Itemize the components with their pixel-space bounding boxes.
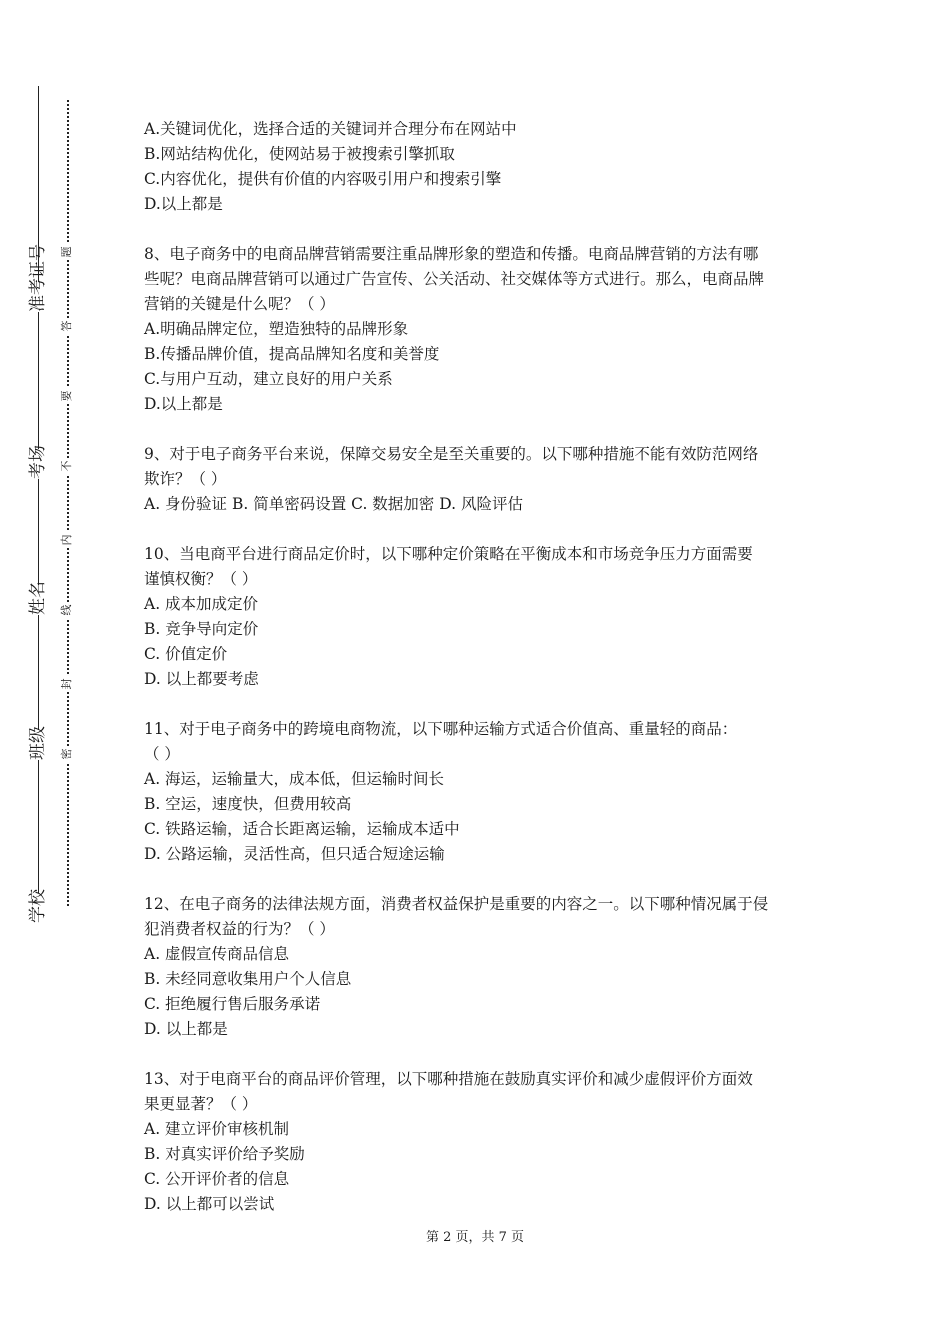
- option: D. 以上都是: [144, 1020, 228, 1038]
- question-stem-line: 13、对于电商平台的商品评价管理，以下哪种措施在鼓励真实评价和减少虚假评价方面效: [144, 1070, 753, 1088]
- school-label: 学校: [23, 893, 53, 923]
- question-stem-line: 9、对于电子商务平台来说，保障交易安全是至关重要的。以下哪种措施不能有效防范网络: [144, 445, 759, 463]
- question-8: [144, 242, 814, 417]
- question-stem-line: 营销的关键是什么呢？（ ）: [144, 295, 335, 313]
- question-11: [144, 717, 814, 867]
- option: B. 未经同意收集用户个人信息: [144, 970, 352, 988]
- question-10: [144, 542, 814, 692]
- option: A.关键词优化，选择合适的关键词并合理分布在网站中: [144, 120, 517, 138]
- question-12: [144, 892, 814, 1042]
- question-stem-line: 果更显著？（ ）: [144, 1095, 258, 1113]
- option: B. 竞争导向定价: [144, 620, 259, 638]
- option: A.明确品牌定位，塑造独特的品牌形象: [144, 320, 409, 338]
- question-stem-line: 谨慎权衡？（ ）: [144, 570, 258, 588]
- page-number: 第 2 页，共 7 页: [425, 1230, 525, 1245]
- question-stem-line: 12、在电子商务的法律法规方面，消费者权益保护是重要的内容之一。以下哪种情况属于侵: [144, 895, 769, 913]
- class-label: 班级: [23, 730, 53, 760]
- question-stem-line: 8、电子商务中的电商品牌营销需要注重品牌形象的塑造和传播。电商品牌营销的方法有哪: [144, 245, 759, 263]
- question-stem-line: 11、对于电子商务中的跨境电商物流，以下哪种运输方式适合价值高、重量轻的商品：: [144, 720, 738, 738]
- question-stem-line: 欺诈？（ ）: [144, 470, 227, 488]
- option: A. 成本加成定价: [144, 595, 259, 613]
- seal-dotted-line: [67, 100, 69, 906]
- seal-char: 封: [59, 676, 75, 692]
- seal-char: 不: [59, 458, 75, 474]
- option: B. 空运，速度快，但费用较高: [144, 795, 352, 813]
- option: D.以上都是: [144, 395, 223, 413]
- seal-char: 题: [59, 244, 75, 260]
- option: A. 海运，运输量大，成本低，但运输时间长: [144, 770, 445, 788]
- seal-char: 答: [59, 318, 75, 334]
- question-7-continued: [144, 117, 814, 217]
- option: C.内容优化，提供有价值的内容吸引用户和搜索引擎: [144, 170, 502, 188]
- seal-char: 密: [59, 746, 75, 762]
- question-13: [144, 1067, 814, 1217]
- name-label: 姓名: [23, 585, 53, 615]
- seal-char: 内: [59, 532, 75, 548]
- option: A. 虚假宣传商品信息: [144, 945, 290, 963]
- question-9: [144, 442, 814, 517]
- option: C. 公开评价者的信息: [144, 1170, 290, 1188]
- option: C. 铁路运输，适合长距离运输，运输成本适中: [144, 820, 460, 838]
- question-stem-line: 些呢？电商品牌营销可以通过广告宣传、公关活动、社交媒体等方式进行。那么，电商品牌: [144, 270, 765, 288]
- option: B. 对真实评价给予奖励: [144, 1145, 305, 1163]
- option: A. 身份验证 B. 简单密码设置 C. 数据加密 D. 风险评估: [144, 495, 523, 513]
- option: C.与用户互动，建立良好的用户关系: [144, 370, 393, 388]
- exam-id-label: 准考证号: [23, 282, 53, 312]
- exam-room-label: 考场: [23, 449, 53, 479]
- option: A. 建立评价审核机制: [144, 1120, 290, 1138]
- option: C. 拒绝履行售后服务承诺: [144, 995, 321, 1013]
- option: D. 公路运输，灵活性高，但只适合短途运输: [144, 845, 445, 863]
- question-stem-line: （ ）: [144, 745, 180, 763]
- seal-char: 要: [59, 388, 75, 404]
- option: B.网站结构优化，使网站易于被搜索引擎抓取: [144, 145, 455, 163]
- binding-solid-line: [38, 86, 39, 916]
- option: D.以上都是: [144, 195, 223, 213]
- option: D. 以上都可以尝试: [144, 1195, 275, 1213]
- seal-char: 线: [59, 602, 75, 618]
- binding-margin: [0, 0, 120, 1344]
- option: C. 价值定价: [144, 645, 228, 663]
- question-stem-line: 犯消费者权益的行为？（ ）: [144, 920, 335, 938]
- option: D. 以上都要考虑: [144, 670, 259, 688]
- option: B.传播品牌价值，提高品牌知名度和美誉度: [144, 345, 440, 363]
- question-list: [144, 117, 814, 1242]
- question-stem-line: 10、当电商平台进行商品定价时，以下哪种定价策略在平衡成本和市场竞争压力方面需要: [144, 545, 753, 563]
